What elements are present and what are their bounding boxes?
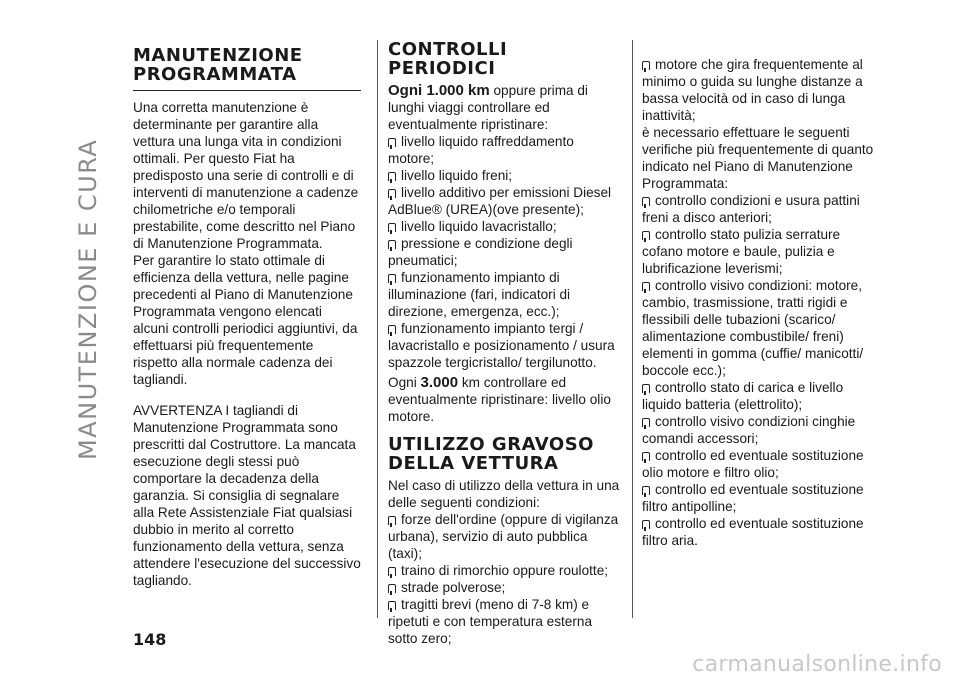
paragraph-controlli-intro: Ogni 1.000 km oppure prima di lunghi viaggi controllare ed eventualmente ripristinare: (388, 82, 588, 132)
column-3 (642, 56, 874, 549)
checkbox-bullet-icon (642, 61, 650, 70)
checkbox-bullet-icon (388, 223, 396, 232)
checkbox-bullet-icon (388, 240, 396, 249)
list-item: controllo ed eventuale sostituzione filtro antipolline; (642, 482, 864, 514)
list-item: traino di rimorchio oppure roulotte; (388, 562, 620, 579)
page-number: 148 (133, 630, 167, 649)
list-item: funzionamento impianto di illuminazione (fari, indicatori di direzione, emergenza, ecc.); (388, 270, 571, 319)
paragraph-intro: Una corretta manutenzione è determinante per garantire alla vettura una lunga vita in condizioni ottimali. Per questo Fiat ha predisposto una serie di controlli e di interventi di manutenzione a cadenze chilometriche e/o temporali prestabilite, come descritto nel Piano di Manutenzione Programmata. (133, 100, 359, 251)
list-item: tragitti brevi (meno di 7-8 km) e ripetuti e con temperatura esterna sotto zero; (388, 597, 593, 646)
paragraph-3000km: Ogni 3.000 km controllare ed eventualmente ripristinare: livello olio motore. (388, 374, 611, 424)
list-item: motore che gira frequentemente al minimo o guida su lunghe distanze a bassa velocità od in caso di lunga inattività; (642, 57, 863, 123)
list-item: livello additivo per emissioni Diesel AdBlue® (UREA)(ove presente); (388, 185, 612, 217)
paragraph-efficiency: Per garantire lo stato ottimale di efficienza della vettura, nelle pagine precedenti al Piano di Manutenzione Programmata vengono elencati alcuni controlli periodici aggiuntivi, da effettuarsi più frequentemente rispetto alla normale cadenza dei tagliandi. (133, 253, 358, 387)
list-item: livello liquido lavacristallo; (388, 218, 620, 235)
checkbox-bullet-icon (388, 189, 396, 198)
heading-controlli-periodici: CONTROLLI PERIODICI (388, 39, 508, 79)
list-item: livello liquido raffreddamento motore; (388, 134, 574, 166)
heading-manutenzione-programmata: MANUTENZIONE PROGRAMMATA (133, 46, 361, 91)
interval-3000: 3.000 (420, 374, 459, 391)
paragraph-gravoso-intro: Nel caso di utilizzo della vettura in una delle seguenti condizioni: (388, 478, 620, 510)
list-item: controllo ed eventuale sostituzione filtro aria. (642, 516, 864, 548)
watermark: carmanualsonline.info (692, 652, 942, 677)
checkbox-bullet-icon (388, 567, 396, 576)
column-divider-2 (632, 40, 633, 618)
list-item: controllo visivo condizioni cinghie comandi accessori; (642, 414, 856, 446)
list-item: controllo condizioni e usura pattini freni a disco anteriori; (642, 193, 860, 225)
checkbox-bullet-icon (388, 516, 396, 525)
list-item: strade polverose; (388, 579, 620, 596)
checkbox-bullet-icon (388, 325, 396, 334)
checklist-verifiche (642, 192, 874, 549)
checkbox-bullet-icon (642, 418, 650, 427)
checkbox-bullet-icon (642, 231, 650, 240)
column-2 (388, 40, 620, 647)
checkbox-bullet-icon (388, 138, 396, 147)
checkbox-bullet-icon (388, 274, 396, 283)
checkbox-bullet-icon (388, 601, 396, 610)
checklist-controlli (388, 133, 620, 371)
checkbox-bullet-icon (388, 584, 396, 593)
checkbox-bullet-icon (642, 520, 650, 529)
list-item: pressione e condizione degli pneumatici; (388, 236, 573, 268)
checkbox-bullet-icon (642, 282, 650, 291)
paragraph-verifiche: è necessario effettuare le seguenti verifiche più frequentemente di quanto indicato nel Piano di Manutenzione Programmata: (642, 125, 874, 191)
checkbox-bullet-icon (388, 172, 396, 181)
checkbox-bullet-icon (642, 197, 650, 206)
heading-utilizzo-gravoso: UTILIZZO GRAVOSO DELLA VETTURA (388, 434, 594, 474)
list-item: controllo ed eventuale sostituzione olio motore e filtro olio; (642, 448, 864, 480)
column-divider-1 (377, 40, 378, 618)
list-item: controllo visivo condizioni: motore, cambio, trasmissione, tratti rigidi e flessibili delle tubazioni (scarico/ alimentazione combustibile/ freni) elementi in gomma (cuffie/ manicotti/ boccole ecc.); (642, 278, 864, 378)
checklist-gravoso (388, 511, 620, 647)
paragraph-warning: AVVERTENZA I tagliandi di Manutenzione Programmata sono prescritti dal Costruttore. La mancata esecuzione degli stessi può comportare la decadenza della garanzia. Si consiglia di segnalare alla Rete Assistenziale Fiat qualsiasi dubbio in merito al corretto funzionamento della vettura, senza attendere l'esecuzione del successivo tagliando. (133, 403, 361, 588)
checkbox-bullet-icon (642, 452, 650, 461)
column-1 (133, 40, 361, 589)
list-item: livello liquido freni; (388, 167, 620, 184)
list-item: funzionamento impianto tergi / lavacristallo e posizionamento / usura spazzole tergicristallo/ tergilunotto. (388, 321, 615, 370)
interval-1000km: Ogni 1.000 km (388, 82, 490, 99)
list-item: controllo stato di carica e livello liquido batteria (elettrolito); (642, 380, 844, 412)
checkbox-bullet-icon (642, 486, 650, 495)
checkbox-bullet-icon (642, 384, 650, 393)
list-item: controllo stato pulizia serrature cofano motore e baule, pulizia e lubrificazione leverismi; (642, 227, 841, 276)
list-item: forze dell'ordine (oppure di vigilanza urbana), servizio di auto pubblica (taxi); (388, 512, 619, 561)
